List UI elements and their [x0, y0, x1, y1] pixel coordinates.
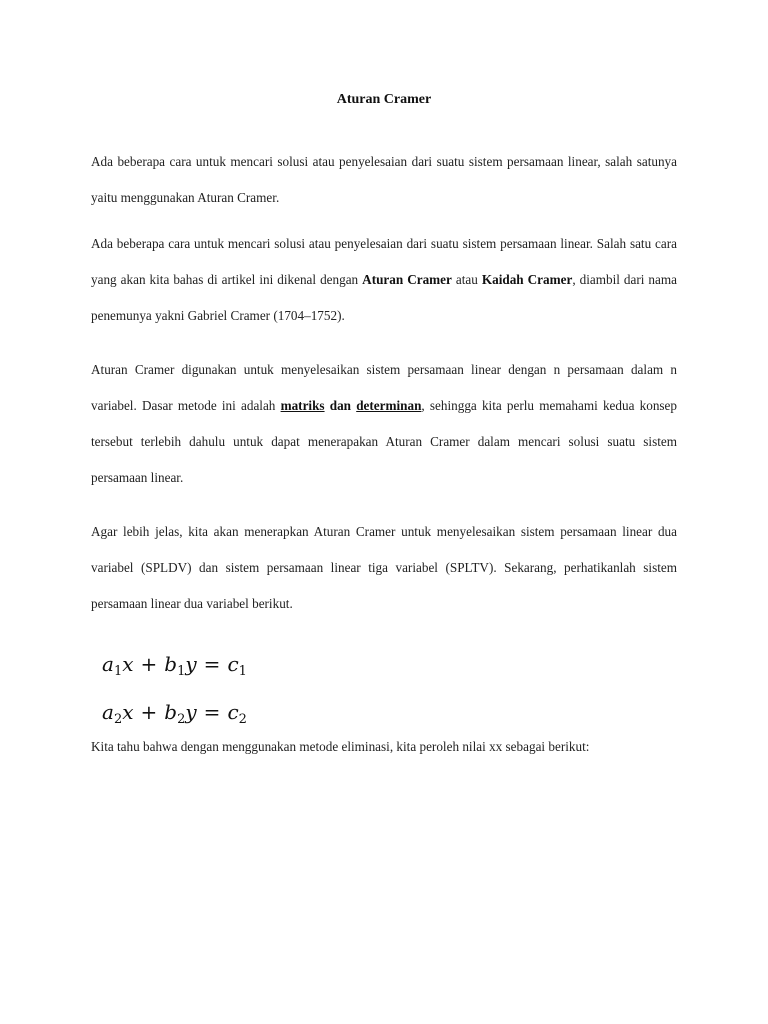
paragraph-3-end: , sehingga kita perlu memahami kedua konsep tersebut terlebih dahulu untuk dapat menerapakan Aturan Cramer dalam mencari solusi suatu sistem persamaan linear. [91, 398, 678, 485]
term-aturan-cramer: Aturan Cramer [362, 272, 452, 287]
paragraph-3-intro: Aturan Cramer digunakan untuk menyelesaikan sistem persamaan linear dengan n persamaan dalam n variabel. Dasar metode ini adalah [91, 362, 677, 413]
paragraph-2 [91, 226, 677, 334]
link-matriks[interactable]: matriks [280, 398, 325, 413]
paragraph-4: Agar lebih jelas, kita akan menerapkan Aturan Cramer untuk menyelesaikan sistem persamaan linear dua variabel (SPLDV) dan sistem persamaan linear tiga variabel (SPLTV). Sekarang, perhatikanlah sistem persamaan linear dua variabel berikut. [91, 524, 677, 611]
paragraph-2-end: , diambil dari nama penemunya yakni Gabriel Cramer (1704–1752). [91, 272, 677, 323]
link-determinan[interactable]: determinan [356, 398, 422, 413]
paragraph-2-mid: atau [451, 272, 482, 287]
paragraph-2-intro: Ada beberapa cara untuk mencari solusi atau penyelesaian dari suatu sistem persamaan linear. Salah satu cara yang akan kita bahas di artikel ini dikenal dengan [91, 236, 677, 287]
paragraph-1: Ada beberapa cara untuk mencari solusi atau penyelesaian dari suatu sistem persamaan linear, salah satunya yaitu menggunakan Aturan Cramer. [91, 154, 677, 205]
paragraph-3-mid: dan [324, 398, 357, 413]
paragraph-3 [91, 352, 677, 496]
equation-1: $a_1x + b_1y = c_1$ [102, 652, 247, 679]
paragraph-5: Kita tahu bahwa dengan menggunakan metode eliminasi, kita peroleh nilai xx sebagai berikut: [91, 739, 590, 754]
document-title: Aturan Cramer [336, 92, 432, 107]
equation-2: $a_2x + b_2y = c_2$ [102, 700, 247, 727]
term-kaidah-cramer: Kaidah Cramer [481, 272, 573, 287]
